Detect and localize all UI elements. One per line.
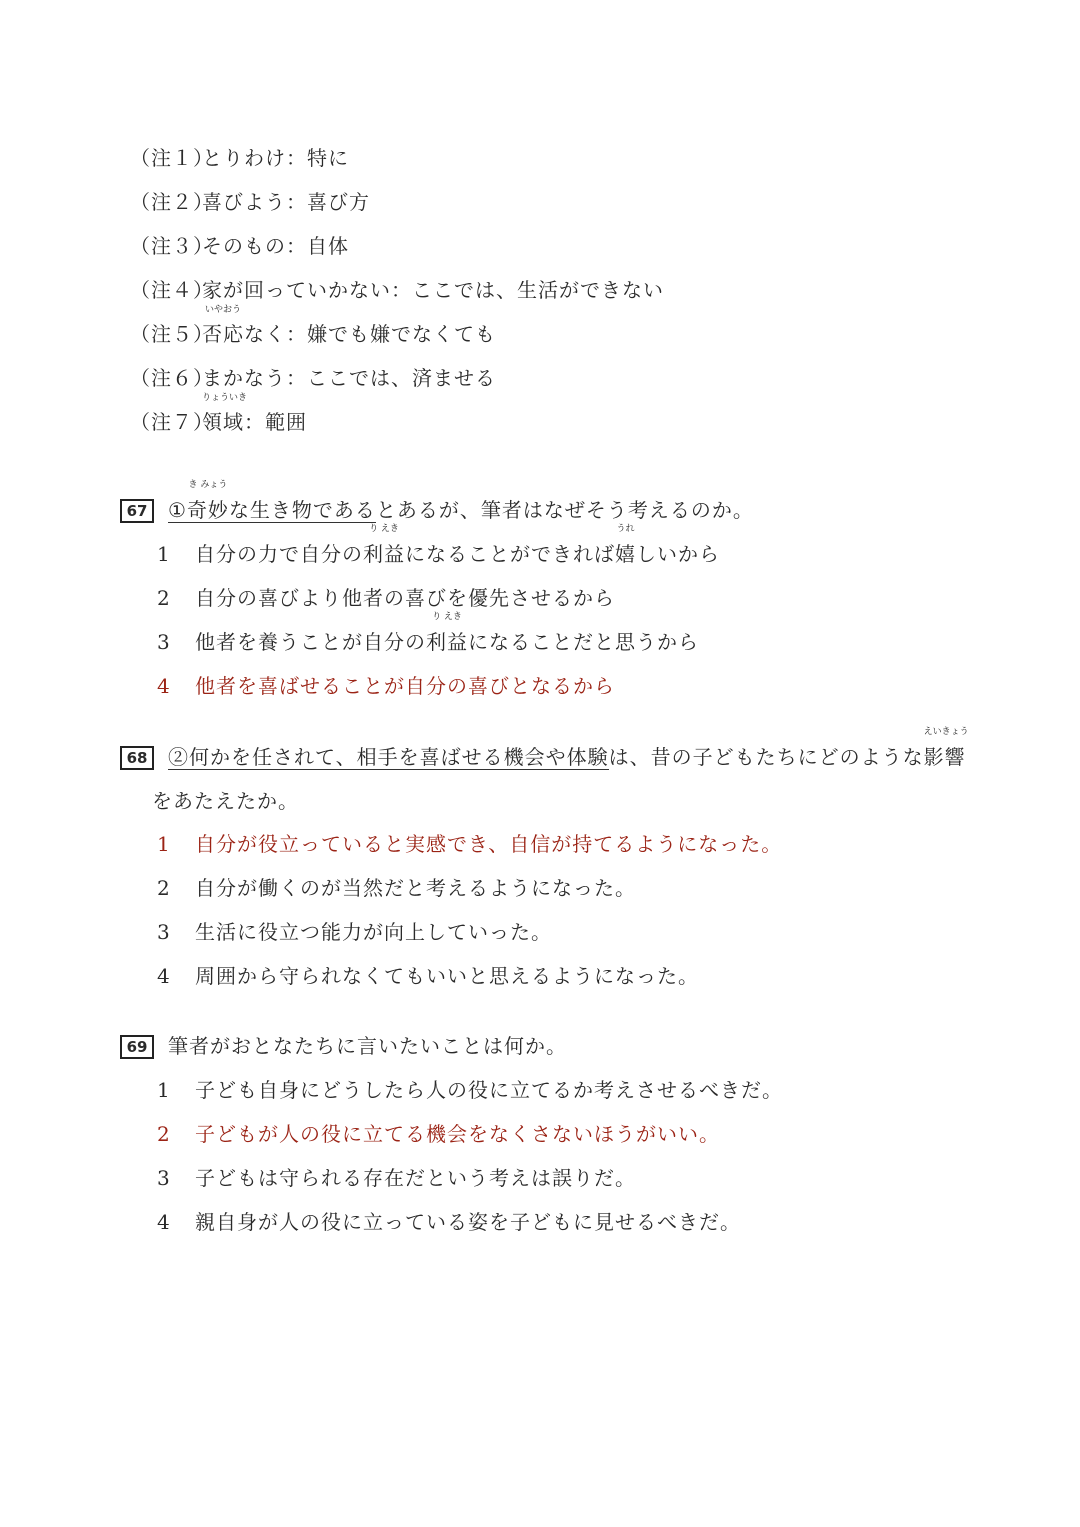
- note-5: [130, 305, 496, 350]
- question-number: 68: [120, 746, 154, 770]
- underlined-text: 何かを任されて、相手を喜ばせる機会や体験: [189, 745, 609, 769]
- note-rest: なく：嫌でも嫌でなくても: [244, 322, 496, 346]
- option-text: 自分の力で自分の: [195, 542, 363, 566]
- note-label: （注２）: [130, 190, 214, 214]
- question-number: 67: [120, 499, 154, 523]
- note-text: 喜びよう：喜び方: [202, 190, 370, 214]
- ruby-base: 奇妙: [186, 498, 229, 522]
- note-label: （注６）: [130, 366, 214, 390]
- underlined-rest: な生き物である: [228, 498, 376, 522]
- ruby-base: 領域: [202, 410, 244, 434]
- option-text: 自分が役立っていると実感でき、自信が持てるようになった。: [195, 832, 783, 856]
- ruby-reading: り えき: [432, 612, 462, 622]
- note-2: [130, 186, 370, 218]
- ruby-word: [363, 524, 405, 571]
- note-label: （注４）: [130, 278, 214, 302]
- option-number: 3: [157, 1166, 171, 1190]
- option-text: 自分が働くのが当然だと考えるようになった。: [195, 876, 636, 900]
- q69-option-2-correct[interactable]: [157, 1117, 720, 1151]
- underlined-phrase: [168, 745, 609, 770]
- ruby-reading: うれ: [616, 524, 635, 534]
- option-number: 2: [157, 1122, 171, 1146]
- ruby-word: [426, 612, 468, 659]
- option-number: 1: [157, 542, 171, 566]
- ruby-word: [615, 524, 636, 571]
- ruby-word: [186, 480, 229, 527]
- note-label: （注１）: [130, 146, 214, 170]
- question-68-stem: [120, 727, 969, 774]
- note-text: [202, 305, 496, 350]
- note-6: [130, 362, 496, 394]
- question-69-stem: [120, 1029, 950, 1063]
- q67-option-4-correct[interactable]: [157, 669, 615, 703]
- note-1: [130, 142, 349, 174]
- option-number: 3: [157, 630, 171, 654]
- option-text: 子ども自身にどうしたら人の役に立てるか考えさせるべきだ。: [195, 1078, 783, 1102]
- note-text: そのもの：自体: [202, 234, 349, 258]
- stem-text: 筆者がおとなたちに言いたいことは何か。: [168, 1034, 567, 1058]
- note-text: 家が回っていかない：ここでは、生活ができない: [202, 278, 664, 302]
- ruby-reading: えいきょう: [923, 727, 969, 737]
- ruby-word: [923, 727, 969, 774]
- underlined-phrase: [168, 480, 376, 523]
- note-text: [202, 393, 307, 438]
- circled-marker: ①: [168, 498, 187, 522]
- option-number: 1: [157, 832, 171, 856]
- q67-option-2[interactable]: [157, 581, 615, 615]
- ruby-word: [202, 305, 244, 350]
- q67-option-3[interactable]: [157, 612, 699, 659]
- q68-option-2[interactable]: [157, 871, 636, 905]
- note-label: （注５）: [130, 322, 214, 346]
- option-number: 2: [157, 586, 171, 610]
- question-68-stem-continued: をあたえたか。: [152, 789, 299, 813]
- question-number: 69: [120, 1035, 154, 1059]
- note-label: （注７）: [130, 410, 214, 434]
- q69-option-4[interactable]: [157, 1205, 741, 1239]
- option-number: 4: [157, 964, 171, 988]
- note-7: [130, 393, 307, 438]
- ruby-reading: き みょう: [188, 480, 228, 490]
- q68-option-1-correct[interactable]: [157, 827, 782, 861]
- note-text: とりわけ：特に: [202, 146, 349, 170]
- option-number: 1: [157, 1078, 171, 1102]
- option-text: になることができれば: [405, 542, 615, 566]
- q69-option-3[interactable]: [157, 1161, 636, 1195]
- ruby-reading: いやおう: [204, 305, 241, 315]
- option-number: 4: [157, 674, 171, 698]
- q67-option-1[interactable]: [157, 524, 720, 571]
- option-text: 他者を喜ばせることが自分の喜びとなるから: [195, 674, 615, 698]
- option-text: 親自身が人の役に立っている姿を子どもに見せるべきだ。: [195, 1210, 741, 1234]
- stem-mid: は、昔の子どもたちにどのような: [608, 745, 924, 769]
- note-label: （注３）: [130, 234, 214, 258]
- ruby-base: 影響: [923, 745, 966, 769]
- note-3: [130, 230, 349, 262]
- option-text: 生活に役立つ能力が向上していった。: [195, 920, 552, 944]
- question-67-stem: [120, 480, 950, 527]
- option-text: になることだと思うから: [468, 630, 699, 654]
- ruby-base: 利益: [363, 542, 405, 566]
- option-text: 自分の喜びより他者の喜びを優先させるから: [195, 586, 615, 610]
- option-number: 4: [157, 1210, 171, 1234]
- option-text: 他者を養うことが自分の: [195, 630, 426, 654]
- note-rest: ：範囲: [244, 410, 307, 434]
- option-number: 2: [157, 876, 171, 900]
- option-text: 周囲から守られなくてもいいと思えるようになった。: [195, 964, 699, 988]
- ruby-word: [202, 393, 248, 438]
- ruby-reading: りょういき: [202, 393, 248, 403]
- ruby-reading: り えき: [369, 524, 399, 534]
- circled-marker: ②: [168, 745, 189, 769]
- ruby-base: 嬉: [615, 542, 636, 566]
- option-text: 子どもは守られる存在だという考えは誤りだ。: [195, 1166, 636, 1190]
- q69-option-1[interactable]: [157, 1073, 783, 1107]
- ruby-base: 否応: [202, 322, 244, 346]
- option-text: 子どもが人の役に立てる機会をなくさないほうがいい。: [195, 1122, 720, 1146]
- stem-rest: とあるが、筆者はなぜそう考えるのか。: [375, 498, 754, 522]
- q68-option-4[interactable]: [157, 959, 699, 993]
- option-number: 3: [157, 920, 171, 944]
- note-4: [130, 274, 664, 306]
- option-text: しいから: [636, 542, 720, 566]
- q68-option-3[interactable]: [157, 915, 552, 949]
- ruby-base: 利益: [426, 630, 468, 654]
- note-text: まかなう：ここでは、済ませる: [202, 366, 496, 390]
